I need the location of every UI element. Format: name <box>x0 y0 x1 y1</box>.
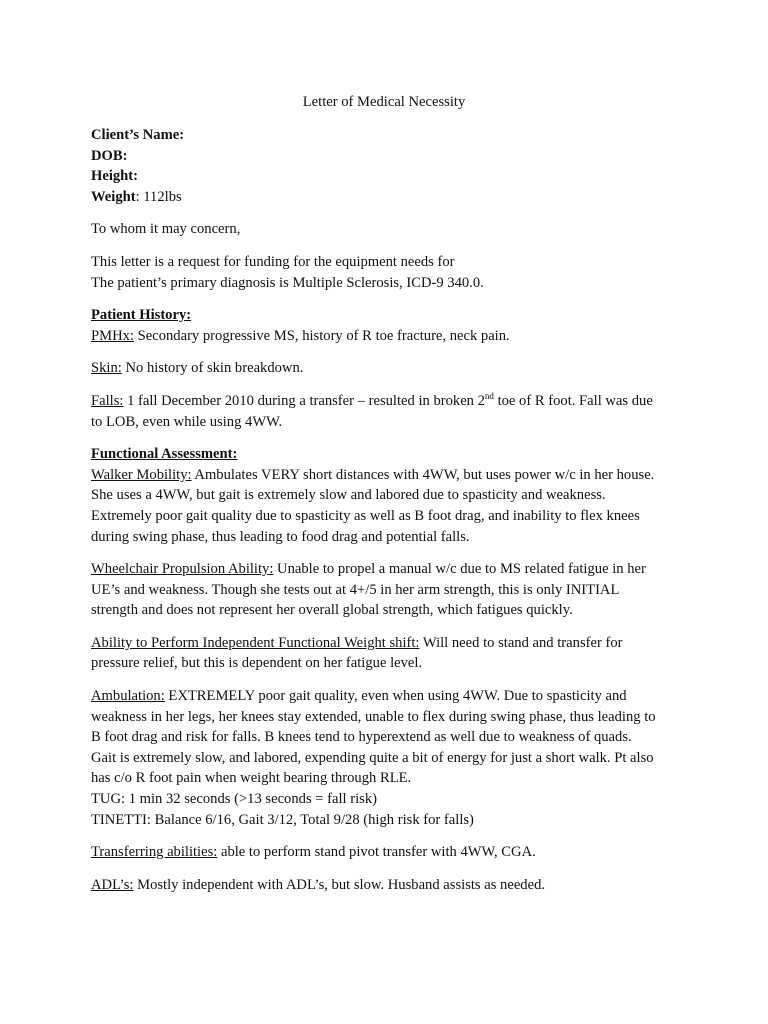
tug-line: TUG: 1 min 32 seconds (>13 seconds = fall risk) <box>91 791 377 808</box>
falls-text: toe of R foot. Fall was due <box>493 392 653 409</box>
document-title: Letter of Medical Necessity <box>302 94 466 110</box>
falls-line <box>91 391 691 412</box>
field-weight <box>91 187 691 208</box>
pmhx-label: PMHx: <box>91 327 134 344</box>
ambulation-line: Gait is extremely slow, and labored, expending quite a bit of energy for just a short walk. Pt also <box>91 749 654 766</box>
wheelchair-paragraph <box>91 559 691 621</box>
adl-paragraph <box>91 875 691 896</box>
wheelchair-label: Wheelchair Propulsion Ability: <box>91 561 274 578</box>
skin-paragraph <box>91 358 691 379</box>
skin-label: Skin: <box>91 360 122 377</box>
walker-line: Extremely poor gait quality due to spasticity as well as B foot drag, and inability to flex knees <box>91 507 640 524</box>
ambulation-line <box>91 686 691 707</box>
ambulation-line: has c/o R foot pain when weight bearing through RLE. <box>91 770 412 787</box>
field-label: Height: <box>91 168 139 185</box>
ambulation-text: EXTREMELY poor gait quality, even when using 4WW. Due to spasticity and <box>164 688 627 705</box>
falls-line: to LOB, even while using 4WW. <box>91 413 283 430</box>
ambulation-paragraph <box>91 686 691 830</box>
document-body <box>91 125 691 907</box>
walker-line: during swing phase, thus leading to food drag and potential falls. <box>91 528 470 545</box>
transfer-text: able to perform stand pivot transfer with 4WW, CGA. <box>217 844 536 861</box>
section-heading: Functional Assessment: <box>91 446 238 463</box>
field-value: : 112lbs <box>135 188 182 205</box>
falls-text: 1 fall December 2010 during a transfer – resulted in broken 2 <box>123 392 485 409</box>
salutation: To whom it may concern, <box>91 221 241 238</box>
falls-label: Falls: <box>91 392 124 409</box>
field-label: Weight <box>91 188 136 205</box>
pmhx-text: Secondary progressive MS, history of R toe fracture, neck pain. <box>133 327 510 344</box>
pmhx-paragraph <box>91 326 691 347</box>
field-height <box>91 166 691 187</box>
walker-text: Ambulates VERY short distances with 4WW, but uses power w/c in her house. <box>191 466 655 483</box>
field-label: DOB: <box>91 147 128 164</box>
walker-paragraph <box>91 465 691 547</box>
ordinal-superscript: nd <box>484 391 494 402</box>
weight-shift-line <box>91 633 691 654</box>
transfer-paragraph <box>91 842 691 863</box>
adl-text: Mostly independent with ADL’s, but slow. Husband assists as needed. <box>133 876 546 893</box>
intro-paragraph <box>91 252 691 293</box>
skin-text: No history of skin breakdown. <box>121 360 304 377</box>
ambulation-line: B foot drag and risk for falls. B knees tend to hyperextend as well due to weakness of quads. <box>91 729 632 746</box>
weight-shift-line: pressure relief, but this is dependent on her fatigue level. <box>91 655 423 672</box>
ambulation-label: Ambulation: <box>91 688 165 705</box>
field-dob <box>91 146 691 167</box>
walker-line <box>91 465 691 486</box>
walker-line: She uses a 4WW, but gait is extremely slow and labored due to spasticity and weakness. <box>91 487 606 504</box>
intro-line: The patient’s primary diagnosis is Multiple Sclerosis, ICD-9 340.0. <box>91 274 484 291</box>
falls-paragraph <box>91 391 691 432</box>
weight-shift-text: Will need to stand and transfer for <box>419 634 623 651</box>
wheelchair-line <box>91 559 691 580</box>
section-heading: Patient History: <box>91 307 192 324</box>
functional-assessment-heading <box>91 444 691 465</box>
client-info-fields <box>91 125 691 207</box>
patient-history-heading <box>91 305 691 326</box>
weight-shift-paragraph <box>91 633 691 674</box>
wheelchair-line: UE’s and weakness. Though she tests out at 4+/5 in her arm strength, this is only INITIAL <box>91 581 620 598</box>
tinetti-line: TINETTI: Balance 6/16, Gait 3/12, Total 9/28 (high risk for falls) <box>91 811 474 828</box>
adl-label: ADL’s: <box>91 876 134 893</box>
walker-label: Walker Mobility: <box>91 466 192 483</box>
ambulation-line: weakness in her legs, her knees stay extended, unable to flex during swing phase, thus leading to <box>91 708 656 725</box>
wheelchair-line: strength and does not represent her overall global strength, which fatigues quickly. <box>91 602 573 619</box>
field-label: Client’s Name: <box>91 127 185 143</box>
wheelchair-text: Unable to propel a manual w/c due to MS related fatigue in her <box>273 561 646 578</box>
weight-shift-label: Ability to Perform Independent Functional Weight shift: <box>91 634 420 651</box>
transfer-label: Transferring abilities: <box>91 844 218 861</box>
field-client-name <box>91 125 691 146</box>
intro-line: This letter is a request for funding for the equipment needs for <box>91 253 455 270</box>
